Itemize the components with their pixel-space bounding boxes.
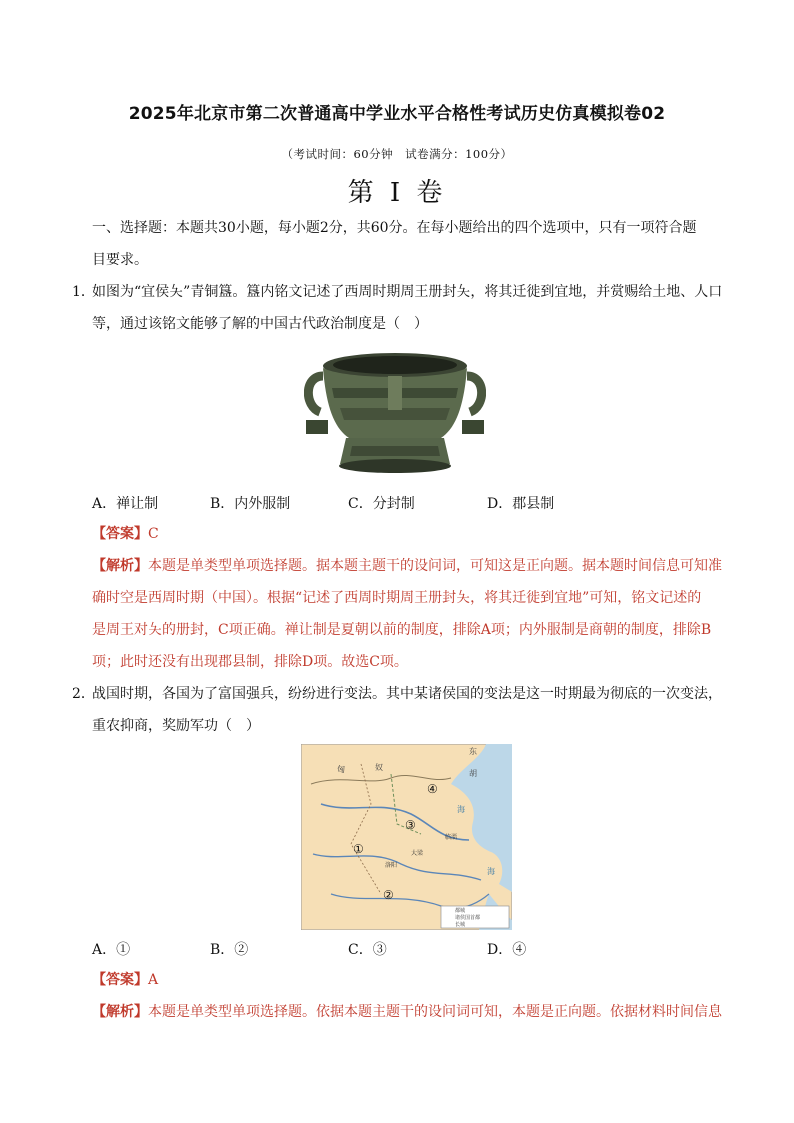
- question-1-line1: 如图为“宜侯夨”青铜簋。簋内铭文记述了西周时期周王册封夨，将其迁徙到宜地，并赏赐给土地、人口: [92, 284, 723, 300]
- question-2-option-c[interactable]: C．③: [348, 942, 387, 958]
- question-1-option-c[interactable]: C．分封制: [348, 496, 415, 512]
- analysis-label: 【解析】: [92, 558, 148, 574]
- question-2-number: 2．: [72, 686, 95, 702]
- map-label-daliang: 大梁: [411, 850, 424, 857]
- question-1-stem: [92, 276, 732, 340]
- analysis-line3: 是周王对夨的册封，C项正确。禅让制是夏朝以前的制度，排除A项；内外服制是商朝的制度，排除B: [92, 622, 712, 638]
- analysis-line4: 项；此时还没有出现郡县制，排除D项。故选C项。: [92, 654, 408, 670]
- map-legend-great-wall: 长城: [455, 922, 466, 928]
- bronze-gui-vessel-icon: [304, 346, 486, 478]
- question-1-analysis: [92, 550, 732, 678]
- map-icon: [301, 744, 512, 930]
- volume-heading: 第 I 卷: [347, 178, 447, 208]
- map-marker-1: ①: [353, 842, 364, 856]
- question-1-line2: 等，通过该铭文能够了解的中国古代政治制度是（ ）: [92, 316, 428, 332]
- section-intro: [92, 212, 732, 276]
- warring-states-map: [301, 744, 512, 930]
- question-1-option-b[interactable]: B．内外服制: [210, 496, 291, 512]
- question-2-analysis: [92, 996, 732, 1028]
- exam-title: 2025年北京市第二次普通高中学业水平合格性考试历史仿真模拟卷02: [128, 104, 666, 124]
- answer-label: 【答案】: [92, 526, 148, 542]
- section-intro-line1: 一、选择题：本题共30小题，每小题2分，共60分。在每小题给出的四个选项中，只有一项符合题: [92, 220, 697, 236]
- bronze-gui-image: [304, 346, 486, 478]
- map-label-dong: 东: [469, 747, 477, 756]
- question-2-option-a[interactable]: A．①: [92, 942, 131, 958]
- map-label-linzi: 临淄: [445, 834, 458, 841]
- map-label-nu: 奴: [375, 763, 383, 772]
- map-label-hu: 胡: [469, 769, 477, 778]
- question-1-number: 1．: [72, 284, 95, 300]
- question-1-option-d[interactable]: D．郡县制: [487, 496, 555, 512]
- map-legend-capital: 都城: [455, 908, 466, 914]
- analysis-line1: 本题是单类型单项选择题。据本题主题干的设问词，可知这是正向题。据本题时间信息可知准: [148, 558, 722, 574]
- map-label-luoyang: 洛阳: [385, 862, 398, 869]
- map-label-sea-2: 海: [487, 867, 495, 876]
- question-1-answer: [92, 518, 732, 550]
- map-label-sea-1: 海: [457, 805, 465, 814]
- question-2-line1: 战国时期，各国为了富国强兵，纷纷进行变法。其中某诸侯国的变法是这一时期最为彻底的一次变法，: [92, 686, 722, 702]
- map-marker-2: ②: [383, 888, 394, 902]
- section-intro-line2: 目要求。: [92, 252, 148, 268]
- question-2-stem: [92, 678, 732, 742]
- question-2-line2: 重农抑商，奖励军功（ ）: [92, 718, 260, 734]
- answer-value: A: [148, 972, 159, 988]
- answer-value: C: [148, 526, 159, 542]
- question-2-option-b[interactable]: B．②: [210, 942, 249, 958]
- analysis-line2: 确时空是西周时期（中国）。根据“记述了西周时期周王册封夨，将其迁徙到宜地”可知，铭文记述的: [92, 590, 702, 606]
- analysis-line1: 本题是单类型单项选择题。依据本题主题干的设问词可知，本题是正向题。依据材料时间信息: [148, 1004, 722, 1020]
- question-2-answer: [92, 964, 732, 996]
- analysis-label: 【解析】: [92, 1004, 148, 1020]
- question-1-option-a[interactable]: A．禅让制: [92, 496, 159, 512]
- map-marker-3: ③: [405, 818, 416, 832]
- question-2-option-d[interactable]: D．④: [487, 942, 527, 958]
- map-legend-state-capital: 诸侯国首都: [455, 915, 481, 921]
- map-marker-4: ④: [427, 782, 438, 796]
- map-label-xiong: 匈: [337, 765, 345, 774]
- exam-subtitle: （考试时间：60分钟 试卷满分：100分）: [281, 147, 513, 161]
- answer-label: 【答案】: [92, 972, 148, 988]
